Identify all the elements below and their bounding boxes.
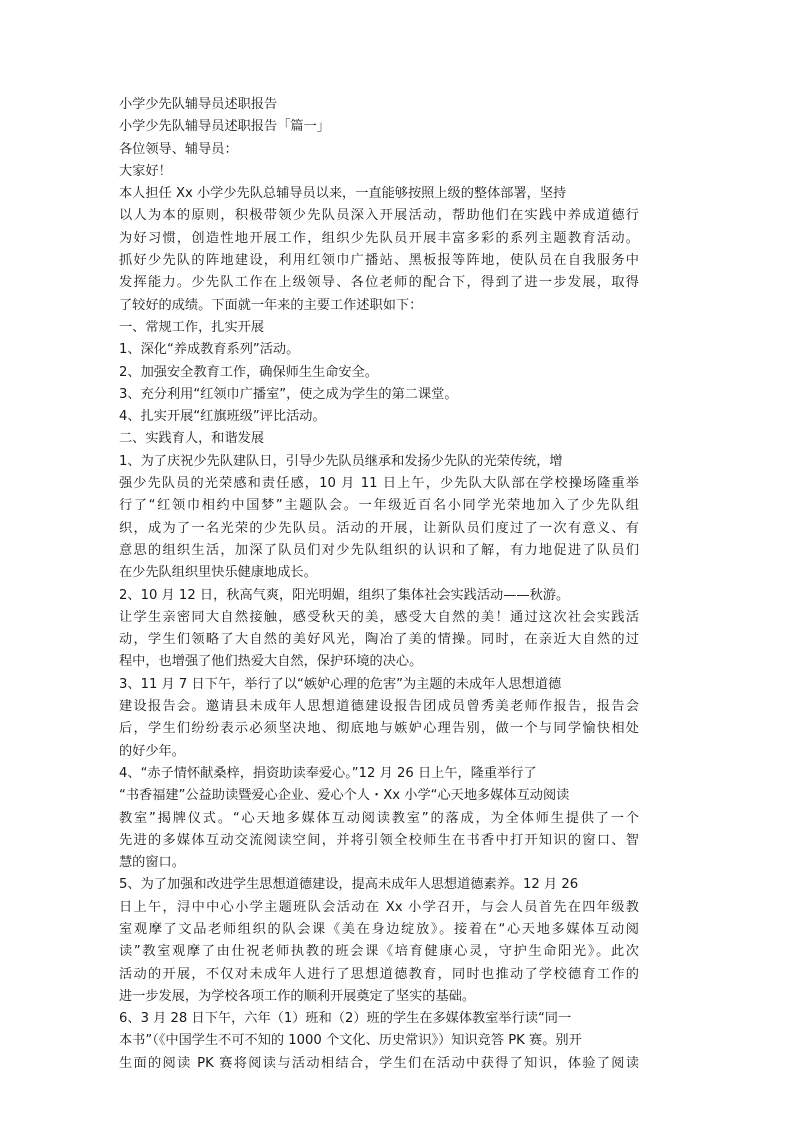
text-line: 发挥能力。少先队工作在上级领导、各位老师的配合下，得到了进一步发展，取得 bbox=[119, 275, 639, 291]
text-line: 先进的多媒体互动交流阅读空间，并将引领全校师生在书香中打开知识的窗口、智 bbox=[119, 832, 639, 848]
document-body bbox=[119, 94, 639, 1075]
text-line: 5、为了加强和改进学生思想道德建设，提高未成年人思想道德素养。12 月 26 bbox=[119, 877, 579, 893]
text-line: 日上午，浔中中心小学主题班队会活动在 Xx 小学召开，与会人员首先在四年级教 bbox=[119, 899, 639, 915]
text-line: 建设报告会。邀请县未成年人思想道德建设报告团成员曾秀美老师作报告，报告会 bbox=[119, 699, 639, 715]
text-line: 后，学生们纷纷表示必须坚决地、彻底地与嫉妒心理告别，做一个与同学愉快相处 bbox=[119, 721, 639, 737]
text-line: 1、深化“养成教育系列”活动。 bbox=[119, 342, 300, 358]
text-line: 3、11 月 7 日下午，举行了以“嫉妒心理的危害”为主题的未成年人思想道德 bbox=[119, 676, 562, 692]
text-line: 生面的阅读 PK 赛将阅读与活动相结合，学生们在活动中获得了知识，体验了阅读 bbox=[119, 1055, 639, 1071]
text-line: 行了“红领巾相约中国梦”主题队会。一年级近百名小同学光荣地加入了少先队组 bbox=[119, 498, 639, 514]
text-line: 抓好少先队的阵地建设，利用红领巾广播站、黑板报等阵地，使队员在自我服务中 bbox=[119, 253, 639, 269]
text-line: 4、“赤子情怀献桑梓，捐资助读奉爱心。”12 月 26 日上午，隆重举行了 bbox=[119, 765, 537, 781]
text-line: 2、加强安全教育工作，确保师生生命安全。 bbox=[119, 364, 378, 380]
text-line: 小学少先队辅导员述职报告 bbox=[119, 97, 278, 112]
text-line: 室观摩了文品老师组织的队会课《美在身边绽放》。接着在“心天地多媒体互动阅 bbox=[119, 921, 639, 937]
text-line: 让学生亲密同大自然接触，感受秋天的美，感受大自然的美！通过这次社会实践活 bbox=[119, 609, 639, 625]
text-line: 的好少年。 bbox=[119, 743, 185, 759]
text-line: 动，学生们领略了大自然的美好风光，陶冶了美的情操。同时，在亲近大自然的过 bbox=[119, 632, 639, 648]
text-line: 各位领导、辅导员： bbox=[119, 141, 238, 157]
text-line: 1、为了庆祝少先队建队日，引导少先队员继承和发扬少先队的光荣传统，增 bbox=[119, 453, 563, 469]
text-line: “书香福建”公益助读暨爱心企业、爱心个人・Xx 小学“心天地多媒体互动阅读 bbox=[119, 788, 570, 804]
text-line: 织，成为了一名光荣的少先队员。活动的开展，让新队员们度过了一次有意义、有 bbox=[119, 520, 639, 536]
text-line: 进一步发展，为学校各项工作的顺利开展奠定了坚实的基础。 bbox=[119, 988, 476, 1004]
text-line: 二、实践育人，和谐发展 bbox=[119, 431, 265, 447]
text-line: 程中，也增强了他们热爱大自然，保护环境的决心。 bbox=[119, 654, 423, 670]
text-line: 强少先队员的光荣感和责任感，10 月 11 日上午，少先队大队部在学校操场隆重举 bbox=[119, 476, 639, 492]
text-line: 本书”（《中国学生不可不知的 1000 个文化、历史常识》）知识竞答 PK 赛。别开 bbox=[119, 1033, 582, 1049]
text-line: 大家好！ bbox=[119, 163, 172, 179]
text-line: 6、3 月 28 日下午，六年（1）班和（2）班的学生在多媒体教室举行读“同一 bbox=[119, 1011, 572, 1027]
text-line: 2、10 月 12 日，秋高气爽，阳光明媚，组织了集体社会实践活动——秋游。 bbox=[119, 587, 570, 603]
text-line: 了较好的成绩。下面就一年来的主要工作述职如下： bbox=[119, 297, 423, 313]
text-line: 活动的开展，不仅对未成年人进行了思想道德教育，同时也推动了学校德育工作的 bbox=[119, 966, 639, 982]
text-line: 本人担任 Xx 小学少先队总辅导员以来，一直能够按照上级的整体部署，坚持 bbox=[119, 186, 567, 202]
text-line: 小学少先队辅导员述职报告「篇一」 bbox=[119, 119, 330, 135]
text-line: 在少先队组织里快乐健康地成长。 bbox=[119, 565, 317, 581]
text-line: 读”教室观摩了由仕祝老师执教的班会课《培育健康心灵，守护生命阳光》。此次 bbox=[119, 944, 639, 960]
text-line: 为好习惯，创造性地开展工作，组织少先队员开展丰富多彩的系列主题教育活动。 bbox=[119, 230, 639, 246]
text-line: 以人为本的原则，积极带领少先队员深入开展活动，帮助他们在实践中养成道德行 bbox=[119, 208, 639, 224]
text-line: 意思的组织生活，加深了队员们对少先队组织的认识和了解，有力地促进了队员们 bbox=[119, 542, 639, 558]
text-line: 一、常规工作，扎实开展 bbox=[119, 319, 265, 335]
text-line: 慧的窗口。 bbox=[119, 855, 185, 871]
text-line: 4、扎实开展“红旗班级”评比活动。 bbox=[119, 409, 326, 425]
text-line: 教室”揭牌仪式。“心天地多媒体互动阅读教室”的落成，为全体师生提供了一个 bbox=[119, 810, 639, 826]
text-line: 3、充分利用“红领巾广播室”，使之成为学生的第二课堂。 bbox=[119, 386, 458, 402]
